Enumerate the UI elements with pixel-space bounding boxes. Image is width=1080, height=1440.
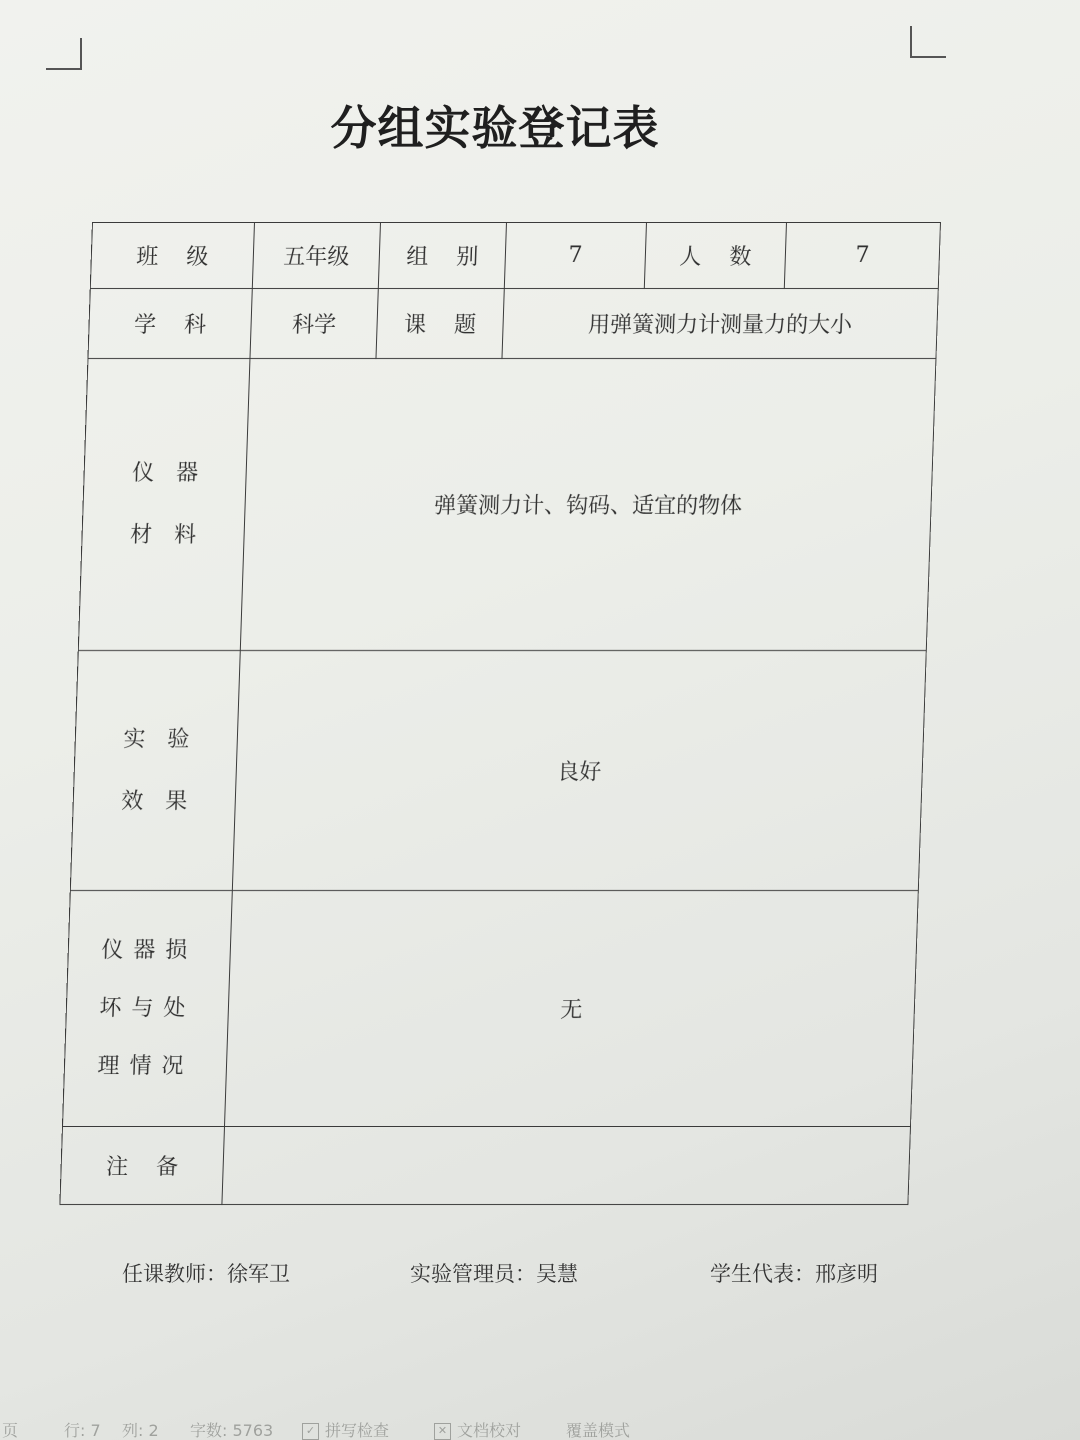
count-label-cell[interactable] (644, 223, 786, 289)
equipment-label-cell[interactable] (78, 359, 250, 651)
class-value-cell[interactable]: 五年级 (252, 223, 380, 289)
checkbox-icon: ✕ (434, 1423, 451, 1440)
spell-check-toggle[interactable] (302, 1418, 389, 1440)
table-row (70, 651, 926, 891)
effect-label-cell[interactable] (70, 651, 240, 891)
count-label-char: 数 (728, 245, 752, 270)
damage-value-cell[interactable]: 无 (224, 891, 918, 1127)
topic-label-cell[interactable] (376, 289, 504, 359)
group-label-char: 别 (455, 245, 479, 270)
subject-label-char: 科 (183, 313, 207, 338)
document-title[interactable]: 分组实验登记表 (330, 101, 660, 155)
damage-label-line: 理情况 (97, 1053, 194, 1079)
table-row (78, 359, 936, 651)
table-row (60, 1127, 911, 1205)
status-column[interactable]: 列: 2 (122, 1421, 159, 1440)
group-label-cell[interactable] (378, 223, 506, 289)
class-label-char: 班 (135, 245, 159, 270)
topic-label-char: 课 (403, 313, 427, 338)
subject-value-cell[interactable]: 科学 (250, 289, 378, 359)
spell-check-label: 拼写检查 (325, 1421, 390, 1440)
count-label-char: 人 (678, 245, 702, 270)
subject-label-cell[interactable] (88, 289, 252, 359)
topic-value-cell[interactable]: 用弹簧测力计测量力的大小 (502, 289, 938, 359)
remark-label-char: 注 (105, 1155, 129, 1180)
crop-mark-top-left (46, 38, 82, 70)
table-row (62, 891, 918, 1127)
damage-label-cell[interactable] (62, 891, 232, 1127)
remark-value-cell[interactable] (222, 1127, 911, 1205)
class-label-char: 级 (185, 245, 209, 270)
group-label-char: 组 (405, 245, 429, 270)
damage-label-line: 坏与处 (98, 995, 196, 1021)
table-row (90, 223, 940, 289)
registration-form-table (59, 222, 940, 1204)
group-value-cell[interactable]: 7 (504, 223, 646, 289)
doc-check-label: 文档校对 (457, 1421, 522, 1440)
damage-label-line: 仪器损 (100, 937, 198, 963)
checkbox-icon: ✓ (302, 1423, 319, 1440)
effect-value-cell[interactable]: 良好 (232, 651, 926, 891)
equipment-value-cell[interactable]: 弹簧测力计、钩码、适宜的物体 (240, 359, 936, 651)
count-value-cell[interactable]: 7 (784, 223, 940, 289)
subject-label-char: 学 (133, 313, 157, 338)
overwrite-mode-toggle[interactable]: 覆盖模式 (566, 1421, 631, 1440)
equipment-label-line: 仪 器 (131, 460, 199, 486)
status-page[interactable]: 页 (2, 1421, 19, 1440)
crop-mark-top-right (910, 26, 946, 58)
remark-label-cell[interactable] (60, 1127, 225, 1205)
effect-label-line: 实 验 (122, 726, 190, 752)
status-word-count[interactable]: 字数: 5763 (190, 1421, 274, 1440)
teacher-signature[interactable]: 任课教师：徐军卫 (122, 1262, 290, 1286)
doc-check-toggle[interactable] (434, 1418, 521, 1440)
class-label-cell[interactable] (90, 223, 254, 289)
status-line[interactable]: 行: 7 (64, 1421, 101, 1440)
topic-label-char: 题 (453, 313, 477, 338)
status-bar (0, 1412, 1080, 1440)
table-row (88, 289, 938, 359)
effect-label-line: 效 果 (120, 788, 188, 814)
student-rep-signature[interactable]: 学生代表：邢彦明 (710, 1262, 878, 1286)
lab-manager-signature[interactable]: 实验管理员：吴慧 (410, 1262, 578, 1286)
equipment-label-line: 材 料 (129, 522, 197, 548)
remark-label-char: 备 (155, 1155, 179, 1180)
